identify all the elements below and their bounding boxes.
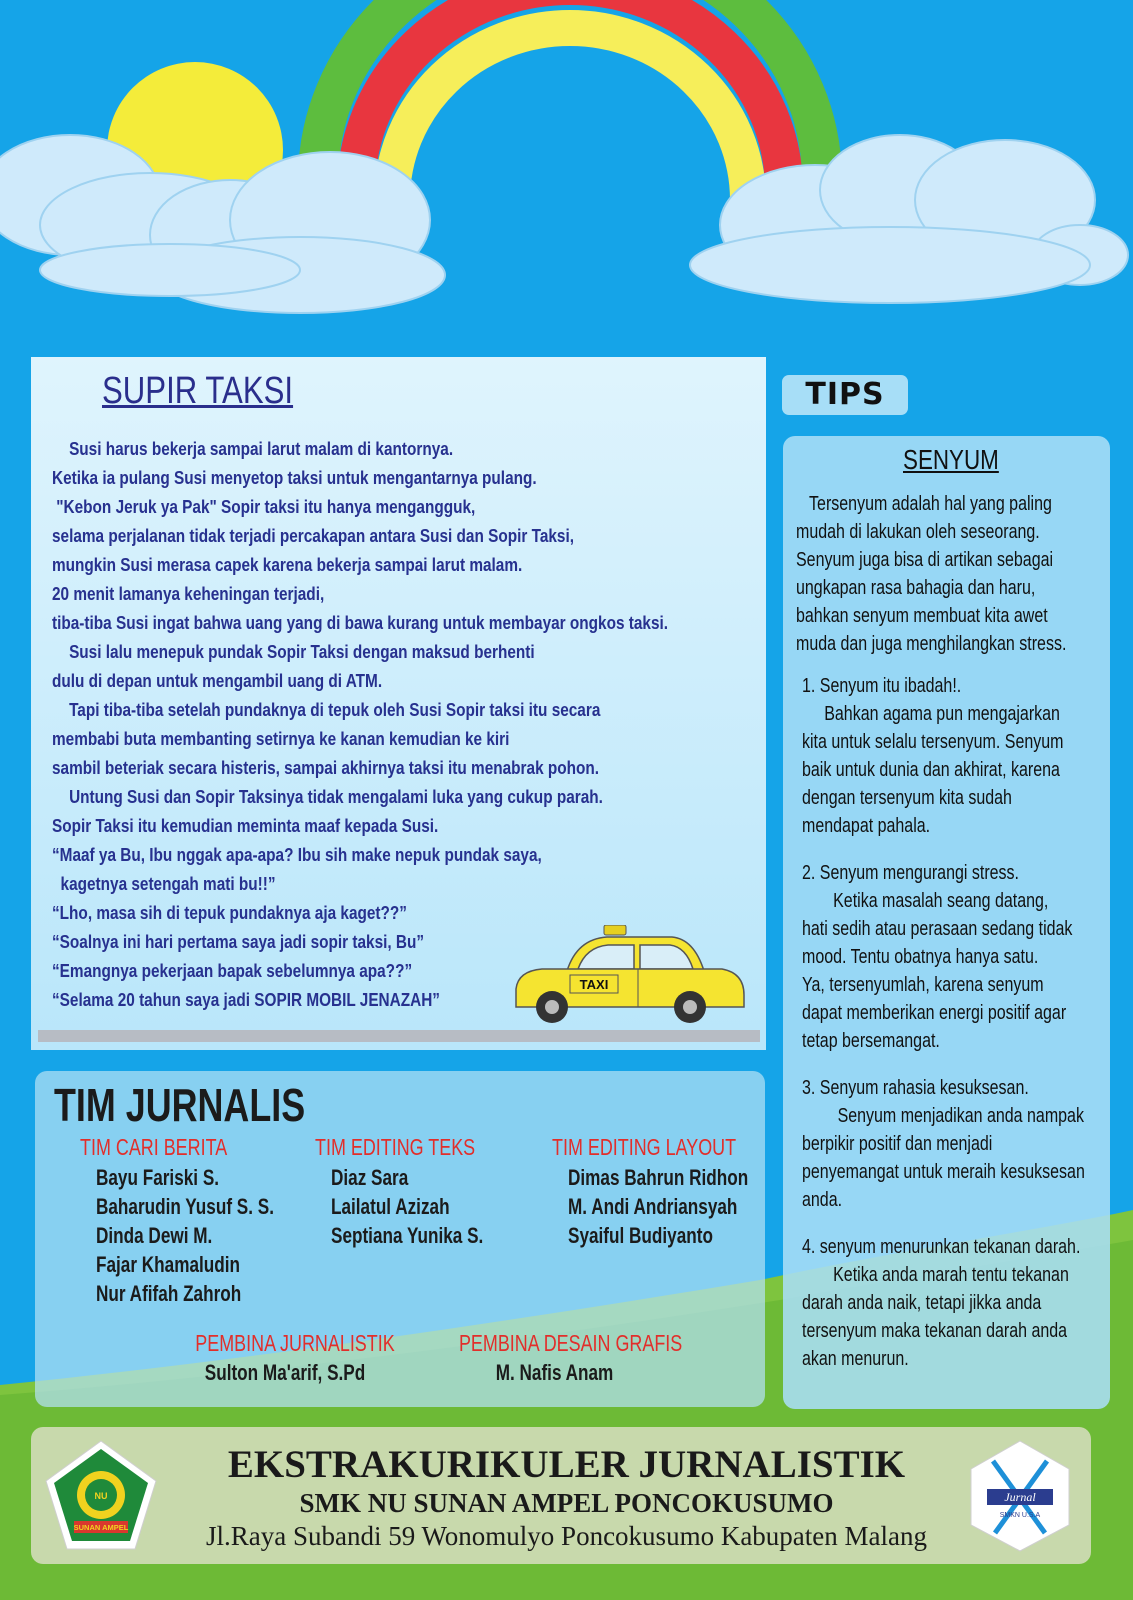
tips-item: 3. Senyum rahasia kesuksesan. Senyum menjadikan anda nampak berpikir positif dan menjadi penyemangat untuk meraih kesuksesan anda. <box>802 1077 1085 1211</box>
story-line: membabi buta membanting setirnya ke kanan kemudian ke kiri <box>52 728 510 749</box>
tips-item: 1. Senyum itu ibadah!. Bahkan agama pun mengajarkan kita untuk selalu tersenyum. Senyum baik untuk dunia dan akhirat, karena dengan tersenyum kita sudah mendapat pahala. <box>802 675 1064 837</box>
story-line: Tapi tiba-tiba setelah pundaknya di tepuk oleh Susi Sopir taksi itu secara <box>52 699 601 720</box>
story-line: 20 menit lamanya keheningan terjadi, <box>52 583 325 604</box>
team-member: Nur Afifah Zahroh <box>96 1281 242 1306</box>
team-group-heading: TIM CARI BERITA <box>80 1134 228 1160</box>
team-group-editing-teks <box>315 1134 526 1250</box>
svg-text:NU: NU <box>94 1491 108 1501</box>
tips-heading: SENYUM <box>903 444 999 475</box>
story-line: selama perjalanan tidak terjadi percakapan antara Susi dan Sopir Taksi, <box>52 525 575 546</box>
story-line: mungkin Susi merasa capek karena bekerja sampai larut malam. <box>52 554 523 575</box>
team-member: Dinda Dewi M. <box>96 1223 213 1248</box>
story-line: “Selama 20 tahun saya jadi SOPIR MOBIL JENAZAH” <box>52 989 440 1010</box>
story-line: tiba-tiba Susi ingat bahwa uang yang di bawa kurang untuk membayar ongkos taksi. <box>52 612 669 633</box>
team-group-editing-layout <box>552 1134 799 1250</box>
team-group-cari-berita <box>80 1134 324 1308</box>
story-line: “Lho, masa sih di tepuk pundaknya aja kaget??” <box>52 902 407 923</box>
story-line: Untung Susi dan Sopir Taksinya tidak mengalami luka yang cukup parah. <box>52 786 603 807</box>
footer-school: SMK NU SUNAN AMPEL PONCOKUSUMO <box>299 1488 834 1518</box>
tips-item: 4. senyum menurunkan tekanan darah. Ketika anda marah tentu tekanan darah anda naik, tetapi jikka anda tersenyum maka tekanan darah anda akan menurun. <box>802 1236 1081 1370</box>
taxi-illustration <box>512 925 747 1030</box>
team-member: M. Andi Andriansyah <box>568 1194 738 1219</box>
advisor-jurnalistik <box>170 1330 400 1386</box>
team-member: Baharudin Yusuf S. S. <box>96 1194 274 1219</box>
tips-badge: TIPS <box>782 375 908 415</box>
story-line: sambil beteriak secara histeris, sampai akhirnya taksi itu menabrak pohon. <box>52 757 600 778</box>
team-member: Fajar Khamaludin <box>96 1252 240 1277</box>
story-line: kagetnya setengah mati bu!!” <box>52 873 276 894</box>
team-member: Diaz Sara <box>331 1165 409 1190</box>
road <box>38 1030 760 1042</box>
taxi-sign: TAXI <box>579 977 609 992</box>
story-line: Susi harus bekerja sampai larut malam di kantornya. <box>52 438 454 459</box>
story-line: "Kebon Jeruk ya Pak" Sopir taksi itu hanya mengangguk, <box>52 496 476 517</box>
team-member: Lailatul Azizah <box>331 1194 450 1219</box>
advisor-name: M. Nafis Anam <box>495 1360 614 1385</box>
svg-text:SMKN U.S.A: SMKN U.S.A <box>999 1512 1041 1519</box>
story-line: Susi lalu menepuk pundak Sopir Taksi dengan maksud berhenti <box>52 641 535 662</box>
advisor-heading: PEMBINA JURNALISTIK <box>195 1330 395 1356</box>
story-line: “Soalnya ini hari pertama saya jadi sopir taksi, Bu” <box>52 931 425 952</box>
advisor-name: Sulton Ma'arif, S.Pd <box>204 1360 366 1385</box>
story-line: “Emangnya pekerjaan bapak sebelumnya apa??” <box>52 960 413 981</box>
footer-address: Jl.Raya Subandi 59 Wonomulyo Poncokusumo Kabupaten Malang <box>205 1521 927 1551</box>
story-title: SUPIR TAKSI <box>102 370 294 412</box>
footer-title: EKSTRAKURIKULER JURNALISTIK <box>227 1443 906 1486</box>
story-line: “Maaf ya Bu, Ibu nggak apa-apa? Ibu sih make nepuk pundak saya, <box>52 844 542 865</box>
svg-text:Jurnal: Jurnal <box>1004 1490 1036 1504</box>
tips-list <box>802 672 1114 1392</box>
story-line: dulu di depan untuk mengambil uang di ATM. <box>52 670 383 691</box>
advisor-desain-grafis <box>432 1330 683 1386</box>
team-member: Dimas Bahrun Ridhon <box>568 1165 749 1190</box>
team-title: TIM JURNALIS <box>54 1079 306 1131</box>
tips-intro: Tersenyum adalah hal yang paling mudah di lakukan oleh seseorang. Senyum juga bisa di artikan sebagai ungkapan rasa bahagia dan haru, bahkan senyum membuat kita awet muda dan juga menghilangkan stress. <box>796 493 1067 655</box>
team-group-heading: TIM EDITING LAYOUT <box>552 1134 737 1160</box>
team-member: Septiana Yunika S. <box>331 1223 484 1248</box>
story-line: Ketika ia pulang Susi menyetop taksi untuk mengantarnya pulang. <box>52 467 537 488</box>
story-line: Sopir Taksi itu kemudian meminta maaf kepada Susi. <box>52 815 439 836</box>
team-member: Bayu Fariski S. <box>96 1165 220 1190</box>
tips-item: 2. Senyum mengurangi stress. Ketika masalah seang datang, hati sedih atau perasaan sedang tidak mood. Tentu obatnya hanya satu. Ya, tersenyumlah, karena senyum dapat memberikan energi positif agar tetap bersemangat. <box>802 862 1073 1052</box>
advisor-heading: PEMBINA DESAIN GRAFIS <box>458 1330 683 1356</box>
team-member: Syaiful Budiyanto <box>568 1223 713 1248</box>
svg-text:SUNAN AMPEL: SUNAN AMPEL <box>73 1523 129 1532</box>
team-group-heading: TIM EDITING TEKS <box>315 1134 476 1160</box>
